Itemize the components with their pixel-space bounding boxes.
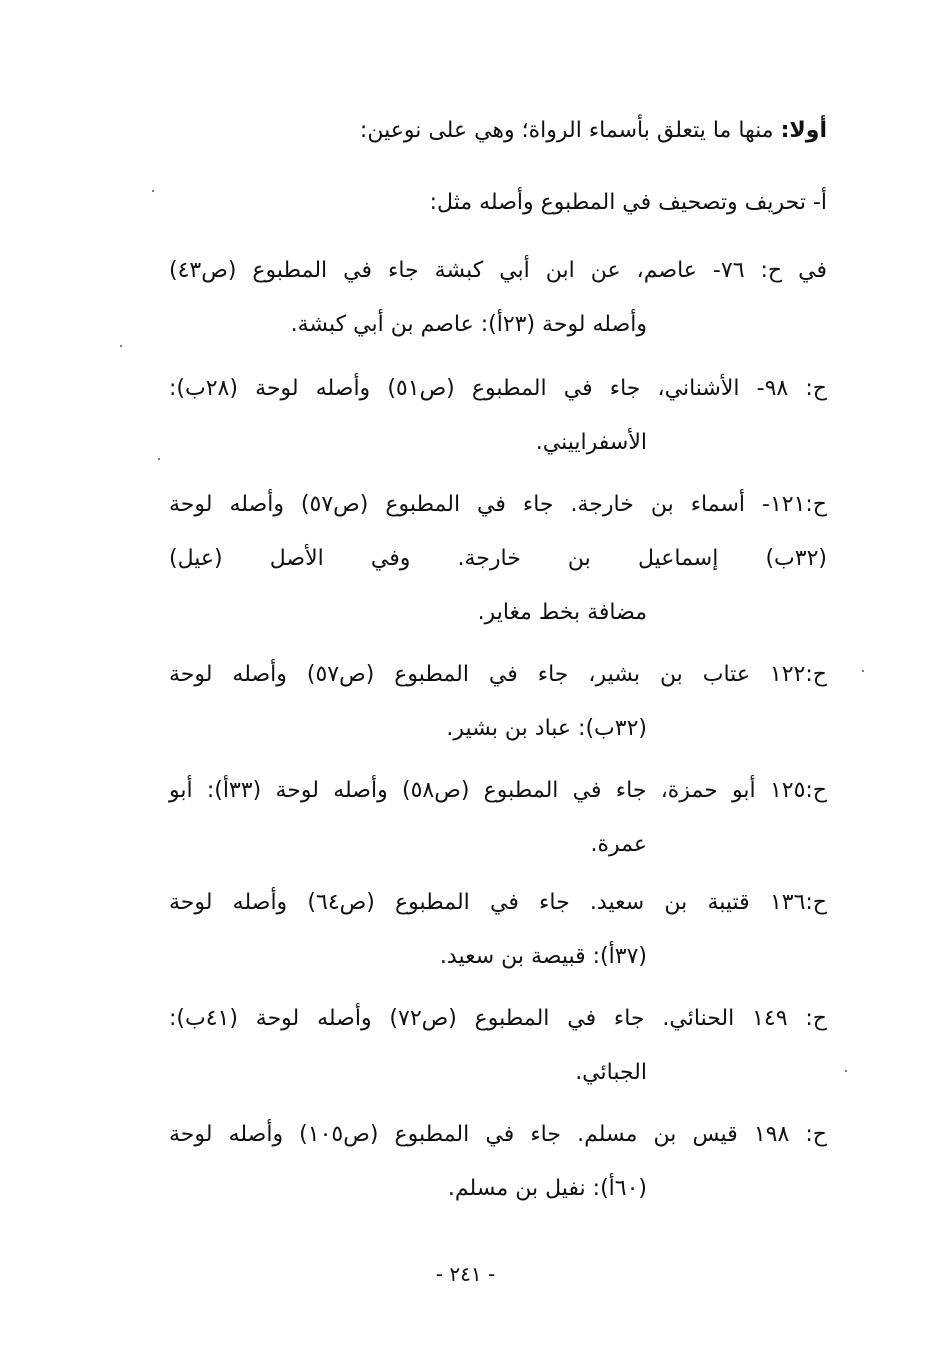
entry-3-line-3: مضافة بخط مغاير.	[477, 600, 647, 625]
scan-speck	[845, 1070, 847, 1072]
entry-4-line-1: ح:١٢٢ عتاب بن بشير، جاء في المطبوع (ص٥٧) وأصله لوحة	[169, 662, 827, 687]
scan-speck	[120, 345, 122, 347]
subsection-heading: أ- تحريف وتصحيف في المطبوع وأصله مثل:	[429, 190, 827, 215]
entry-4	[169, 648, 827, 756]
entry-6-line-1: ح:١٣٦ قتيبة بن سعيد. جاء في المطبوع (ص٦٤) وأصله لوحة	[169, 890, 828, 915]
entry-2-line-2: الأسفراييني.	[535, 430, 647, 455]
entry-7-line-1: ح: ١٤٩ الحنائي. جاء في المطبوع (ص٧٢) وأصله لوحة (٤١ب):	[169, 1006, 828, 1031]
page-number: - ٢٤١ -	[435, 1262, 496, 1286]
entry-8-line-1: ح: ١٩٨ قيس بن مسلم. جاء في المطبوع (ص١٠٥) وأصله لوحة	[169, 1122, 828, 1147]
entry-6-line-2: (٣٧أ): قبيصة بن سعيد.	[439, 944, 647, 969]
scan-speck	[158, 458, 160, 460]
entry-7	[169, 992, 827, 1100]
entry-5-line-1: ح:١٢٥ أبو حمزة، جاء في المطبوع (ص٥٨) وأصله لوحة (٣٣أ): أبو	[169, 778, 828, 803]
entry-2-line-1: ح: ٩٨- الأشناني، جاء في المطبوع (ص٥١) وأصله لوحة (٢٨ب):	[169, 376, 828, 401]
entry-1-line-2: وأصله لوحة (٢٣أ): عاصم بن أبي كبشة.	[290, 312, 647, 337]
entry-5-line-2: عمرة.	[590, 832, 647, 857]
scan-speck	[862, 670, 864, 672]
entry-8-line-2: (٦٠أ): نفيل بن مسلم.	[447, 1176, 647, 1201]
entry-3-line-1: ح:١٢١- أسماء بن خارجة. جاء في المطبوع (ص٥٧) وأصله لوحة	[169, 492, 828, 517]
entry-5	[169, 764, 827, 872]
entry-6	[169, 876, 827, 984]
heading-text: منها ما يتعلق بأسماء الرواة؛ وهي على نوعين:	[359, 118, 774, 143]
scan-speck	[152, 190, 154, 192]
entry-1	[169, 244, 827, 352]
section-heading	[169, 104, 827, 158]
entry-1-line-1: في ح: ٧٦- عاصم، عن ابن أبي كبشة جاء في المطبوع (ص٤٣)	[169, 258, 827, 283]
heading-lead: أولا:	[780, 118, 827, 143]
entry-2	[169, 362, 827, 470]
entry-3	[169, 478, 827, 640]
entry-8	[169, 1108, 827, 1216]
entry-7-line-2: الجبائي.	[575, 1060, 647, 1085]
entry-3-line-2: (٣٢ب) إسماعيل بن خارجة. وفي الأصل (عيل)	[169, 546, 827, 571]
entry-4-line-2: (٣٢ب): عباد بن بشير.	[446, 716, 647, 741]
